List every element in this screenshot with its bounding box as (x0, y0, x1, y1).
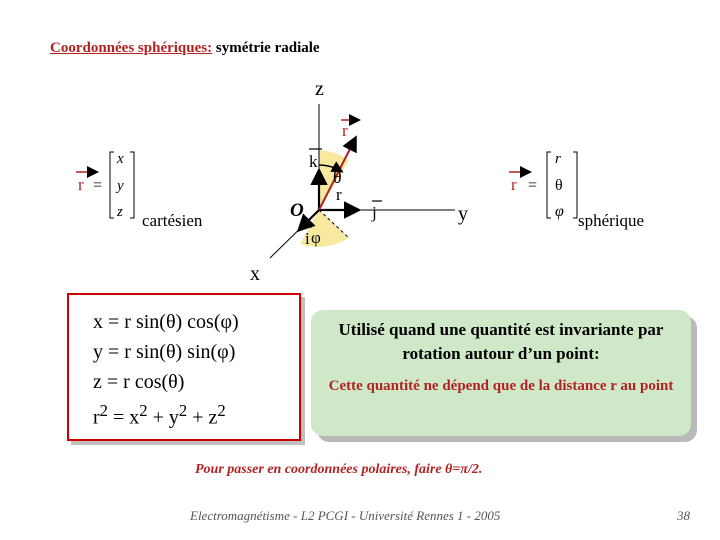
formula-x: x = r sin(θ) cos(φ) (93, 311, 239, 333)
r2-sup3: 2 (178, 401, 188, 420)
formula-r2 (93, 401, 226, 430)
page-number: 38 (677, 508, 690, 523)
cart-comp-x: x (117, 151, 124, 167)
polar-note: Pour passer en coordonnées polaires, faire θ=π/2. (195, 462, 483, 477)
cart-bracket-right (130, 152, 134, 218)
cart-r-label: r (78, 175, 84, 194)
usage-line1: Utilisé quand une quantité est invariante par rotation autour d’un point: (338, 320, 664, 363)
r2-plus1: + y (147, 406, 179, 429)
r2-lhs: r (93, 406, 100, 429)
unit-k-label: k (309, 152, 318, 171)
r2-plus2: + z (187, 406, 218, 429)
title-main: Coordonnées sphériques: (50, 40, 213, 56)
r2-sup1: 2 (99, 401, 108, 420)
cart-bracket-left (110, 152, 114, 218)
sph-r-label: r (511, 175, 517, 194)
formula-z: z = r cos(θ) (93, 371, 185, 393)
r2-sup2: 2 (139, 401, 148, 420)
sph-label: sphérique (578, 211, 645, 230)
sph-eq: = (528, 177, 538, 194)
cart-comp-z: z (117, 204, 123, 220)
sph-bracket-right (573, 152, 577, 218)
unit-j-label: j (372, 203, 377, 222)
phi-label: φ (311, 228, 321, 247)
unit-i-label: i (305, 229, 310, 248)
z-axis-label: z (315, 78, 324, 100)
vector-r-label: r (342, 121, 348, 140)
sph-comp-theta: θ (555, 177, 563, 194)
cart-comp-y: y (117, 178, 124, 194)
origin-label: O (290, 200, 304, 221)
usage-line2: Cette quantité ne dépend que de la distance r au point (328, 378, 674, 394)
formula-y: y = r sin(θ) sin(φ) (93, 341, 236, 363)
formula-box (67, 293, 301, 441)
cart-label: cartésien (142, 211, 203, 230)
sph-bracket-left (547, 152, 551, 218)
cart-eq: = (93, 177, 103, 194)
r2-sup4: 2 (217, 401, 226, 420)
x-axis-label: x (250, 263, 260, 285)
sph-comp-r: r (555, 151, 561, 167)
r2-eq: = x (108, 406, 140, 429)
footer-text: Electromagnétisme - L2 PCGI - Université Rennes 1 - 2005 (190, 508, 501, 523)
title-sub: symétrie radiale (212, 40, 320, 56)
usage-box (311, 310, 691, 436)
sph-comp-phi: φ (555, 203, 564, 220)
theta-label: θ (333, 167, 342, 187)
y-axis-label: y (458, 203, 468, 225)
r-projection-label: r (336, 185, 342, 204)
